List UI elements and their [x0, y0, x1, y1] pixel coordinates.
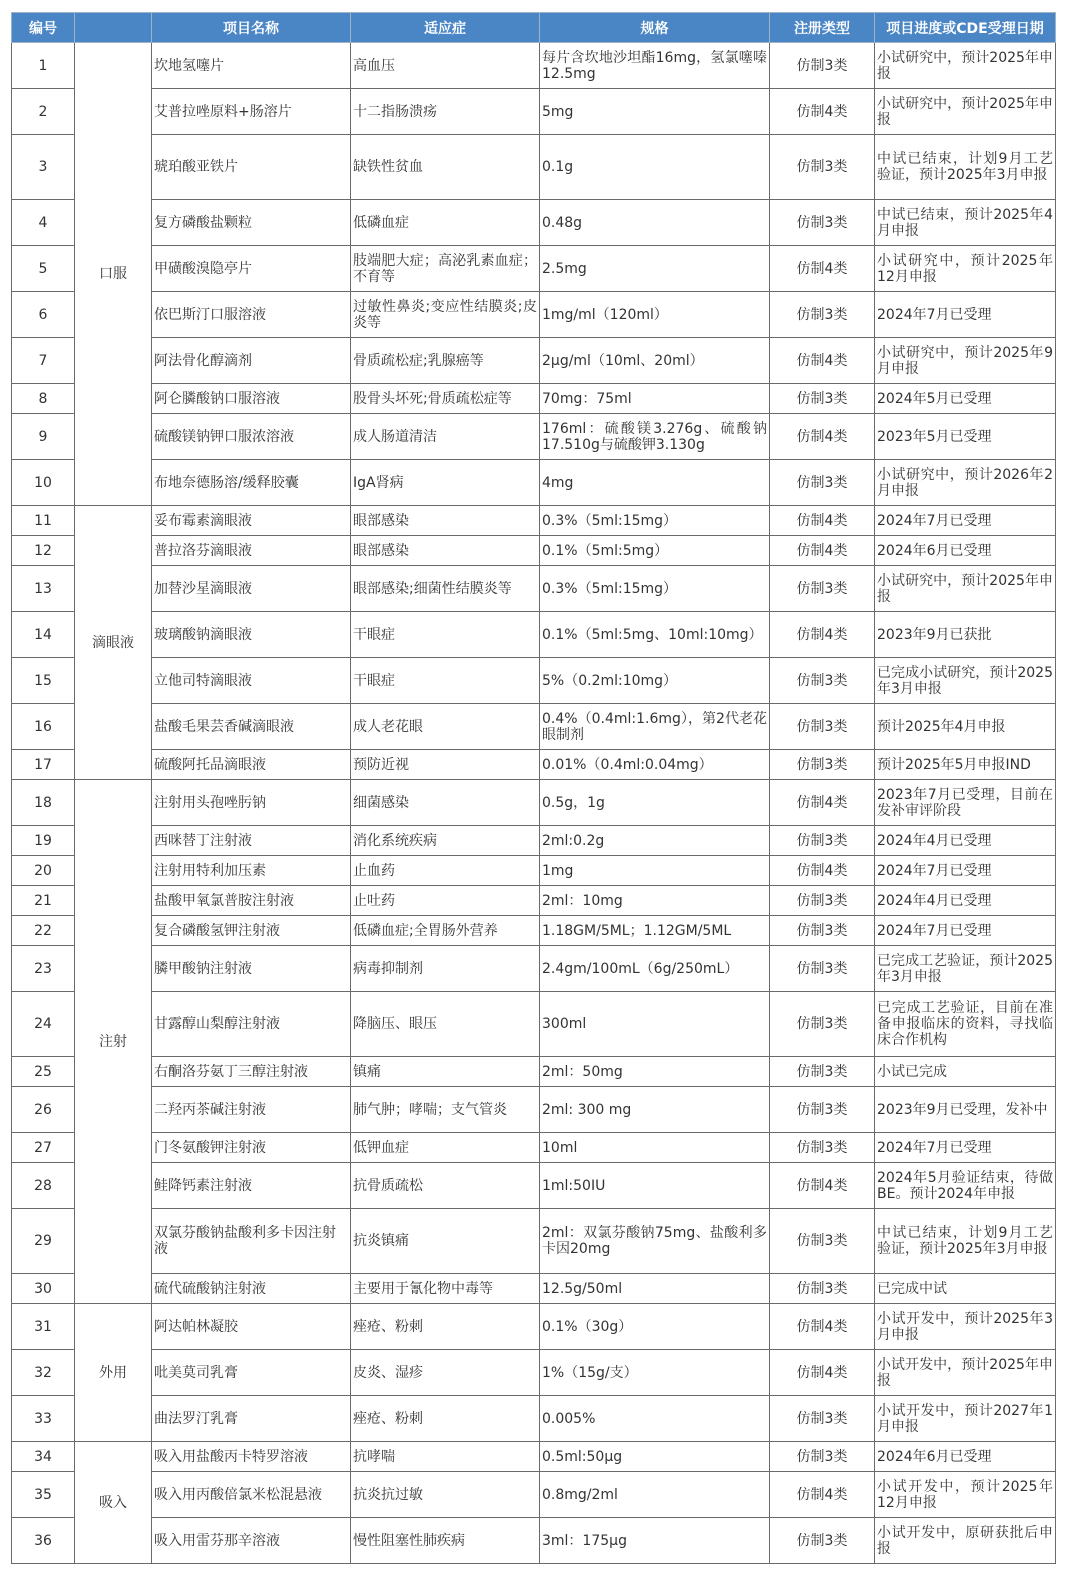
project-name: 曲法罗汀乳膏 — [152, 1396, 351, 1442]
specification: 0.3%（5ml:15mg） — [540, 566, 770, 612]
table-row — [12, 612, 1056, 658]
specification: 10ml — [540, 1133, 770, 1163]
row-id: 26 — [12, 1087, 75, 1133]
progress: 小试已完成 — [875, 1057, 1056, 1087]
row-id: 1 — [12, 43, 75, 89]
registration-type: 仿制3类 — [770, 1442, 875, 1472]
row-id: 23 — [12, 946, 75, 992]
project-name: 吡美莫司乳膏 — [152, 1350, 351, 1396]
header-indication: 适应症 — [351, 13, 540, 43]
indication: 降脑压、眼压 — [351, 992, 540, 1057]
indication: 成人老花眼 — [351, 704, 540, 750]
table-row — [12, 886, 1056, 916]
row-id: 27 — [12, 1133, 75, 1163]
row-id: 4 — [12, 200, 75, 246]
progress: 2024年7月已受理 — [875, 856, 1056, 886]
project-name: 注射用头孢唑肟钠 — [152, 780, 351, 826]
row-id: 2 — [12, 89, 75, 135]
project-name: 普拉洛芬滴眼液 — [152, 536, 351, 566]
table-row — [12, 89, 1056, 135]
specification: 0.1g — [540, 135, 770, 200]
progress: 2024年7月已受理 — [875, 1133, 1056, 1163]
table-row — [12, 1442, 1056, 1472]
project-name: 西咪替丁注射液 — [152, 826, 351, 856]
registration-type: 仿制3类 — [770, 1396, 875, 1442]
indication: 肢端肥大症；高泌乳素血症；不育等 — [351, 246, 540, 292]
specification: 2ml：50mg — [540, 1057, 770, 1087]
registration-type: 仿制4类 — [770, 506, 875, 536]
registration-type: 仿制3类 — [770, 658, 875, 704]
specification: 70mg：75ml — [540, 384, 770, 414]
registration-type: 仿制3类 — [770, 946, 875, 992]
specification: 1mg/ml（120ml） — [540, 292, 770, 338]
indication: 低磷血症;全胃肠外营养 — [351, 916, 540, 946]
progress: 2024年4月已受理 — [875, 886, 1056, 916]
progress: 2024年4月已受理 — [875, 826, 1056, 856]
table-row — [12, 1518, 1056, 1564]
indication: 预防近视 — [351, 750, 540, 780]
table-row — [12, 856, 1056, 886]
row-id: 11 — [12, 506, 75, 536]
registration-type: 仿制4类 — [770, 1163, 875, 1209]
registration-type: 仿制3类 — [770, 750, 875, 780]
project-name: 吸入用丙酸倍氯米松混悬液 — [152, 1472, 351, 1518]
specification: 1mg — [540, 856, 770, 886]
progress: 小试研究中，预计2025年12月申报 — [875, 246, 1056, 292]
indication: 过敏性鼻炎;变应性结膜炎;皮炎等 — [351, 292, 540, 338]
progress: 小试研究中，预计2025年申报 — [875, 566, 1056, 612]
indication: 抗骨质疏松 — [351, 1163, 540, 1209]
progress: 小试开发中，预计2025年12月申报 — [875, 1472, 1056, 1518]
registration-type: 仿制3类 — [770, 43, 875, 89]
project-name: 硫酸镁钠钾口服浓溶液 — [152, 414, 351, 460]
row-id: 14 — [12, 612, 75, 658]
specification: 2ml：10mg — [540, 886, 770, 916]
indication: 消化系统疾病 — [351, 826, 540, 856]
registration-type: 仿制4类 — [770, 856, 875, 886]
row-id: 10 — [12, 460, 75, 506]
registration-type: 仿制3类 — [770, 460, 875, 506]
progress: 预计2025年5月申报IND — [875, 750, 1056, 780]
row-id: 25 — [12, 1057, 75, 1087]
category-cell: 注射 — [75, 780, 152, 1304]
registration-type: 仿制3类 — [770, 200, 875, 246]
registration-type: 仿制4类 — [770, 536, 875, 566]
table-row — [12, 826, 1056, 856]
row-id: 35 — [12, 1472, 75, 1518]
pipeline-table-container — [11, 12, 1055, 1564]
row-id: 28 — [12, 1163, 75, 1209]
progress: 小试开发中，原研获批后申报 — [875, 1518, 1056, 1564]
table-row — [12, 704, 1056, 750]
progress: 2024年6月已受理 — [875, 536, 1056, 566]
table-row — [12, 566, 1056, 612]
specification: 2.5mg — [540, 246, 770, 292]
category-cell: 滴眼液 — [75, 506, 152, 780]
specification: 4mg — [540, 460, 770, 506]
specification: 0.1%（30g） — [540, 1304, 770, 1350]
row-id: 3 — [12, 135, 75, 200]
progress: 2023年9月已受理，发补中 — [875, 1087, 1056, 1133]
row-id: 9 — [12, 414, 75, 460]
progress: 中试已结束，预计2025年4月申报 — [875, 200, 1056, 246]
table-row — [12, 750, 1056, 780]
table-row — [12, 916, 1056, 946]
table-row — [12, 338, 1056, 384]
row-id: 22 — [12, 916, 75, 946]
table-row — [12, 384, 1056, 414]
registration-type: 仿制3类 — [770, 1274, 875, 1304]
progress: 小试开发中，预计2025年申报 — [875, 1350, 1056, 1396]
specification: 0.8mg/2ml — [540, 1472, 770, 1518]
header-id: 编号 — [12, 13, 75, 43]
registration-type: 仿制4类 — [770, 246, 875, 292]
registration-type: 仿制4类 — [770, 1304, 875, 1350]
table-row — [12, 1209, 1056, 1274]
registration-type: 仿制3类 — [770, 1209, 875, 1274]
specification: 2ml: 300 mg — [540, 1087, 770, 1133]
table-row — [12, 1472, 1056, 1518]
table-row — [12, 414, 1056, 460]
progress: 小试开发中，预计2025年3月申报 — [875, 1304, 1056, 1350]
project-name: 注射用特利加压素 — [152, 856, 351, 886]
indication: 十二指肠溃疡 — [351, 89, 540, 135]
row-id: 13 — [12, 566, 75, 612]
row-id: 18 — [12, 780, 75, 826]
table-row — [12, 1133, 1056, 1163]
table-row — [12, 246, 1056, 292]
indication: 干眼症 — [351, 612, 540, 658]
table-row — [12, 135, 1056, 200]
category-cell: 外用 — [75, 1304, 152, 1442]
indication: 痤疮、粉刺 — [351, 1396, 540, 1442]
registration-type: 仿制3类 — [770, 886, 875, 916]
indication: IgA肾病 — [351, 460, 540, 506]
project-name: 玻璃酸钠滴眼液 — [152, 612, 351, 658]
specification: 2μg/ml（10ml、20ml） — [540, 338, 770, 384]
specification: 每片含坎地沙坦酯16mg，氢氯噻嗪12.5mg — [540, 43, 770, 89]
progress: 中试已结束，计划9月工艺验证，预计2025年3月申报 — [875, 135, 1056, 200]
indication: 镇痛 — [351, 1057, 540, 1087]
table-row — [12, 292, 1056, 338]
project-name: 阿法骨化醇滴剂 — [152, 338, 351, 384]
project-name: 妥布霉素滴眼液 — [152, 506, 351, 536]
specification: 0.01%（0.4ml:0.04mg） — [540, 750, 770, 780]
row-id: 16 — [12, 704, 75, 750]
specification: 2ml:0.2g — [540, 826, 770, 856]
row-id: 5 — [12, 246, 75, 292]
row-id: 15 — [12, 658, 75, 704]
row-id: 7 — [12, 338, 75, 384]
indication: 止吐药 — [351, 886, 540, 916]
progress: 2023年5月已受理 — [875, 414, 1056, 460]
progress: 2024年5月验证结束，待做BE。预计2024年申报 — [875, 1163, 1056, 1209]
progress: 已完成中试 — [875, 1274, 1056, 1304]
specification: 0.1%（5ml:5mg、10ml:10mg） — [540, 612, 770, 658]
row-id: 21 — [12, 886, 75, 916]
table-row — [12, 1304, 1056, 1350]
table-row — [12, 1274, 1056, 1304]
indication: 低钾血症 — [351, 1133, 540, 1163]
registration-type: 仿制3类 — [770, 1518, 875, 1564]
project-name: 双氯芬酸钠盐酸利多卡因注射液 — [152, 1209, 351, 1274]
project-name: 坎地氢噻片 — [152, 43, 351, 89]
progress: 小试研究中，预计2025年申报 — [875, 89, 1056, 135]
indication: 皮炎、湿疹 — [351, 1350, 540, 1396]
project-name: 布地奈德肠溶/缓释胶囊 — [152, 460, 351, 506]
specification: 300ml — [540, 992, 770, 1057]
project-name: 甘露醇山梨醇注射液 — [152, 992, 351, 1057]
progress: 已完成小试研究，预计2025年3月申报 — [875, 658, 1056, 704]
indication: 肺气肿；哮喘；支气管炎 — [351, 1087, 540, 1133]
row-id: 8 — [12, 384, 75, 414]
indication: 止血药 — [351, 856, 540, 886]
registration-type: 仿制3类 — [770, 916, 875, 946]
project-name: 阿仑膦酸钠口服溶液 — [152, 384, 351, 414]
row-id: 36 — [12, 1518, 75, 1564]
header-progress: 项目进度或CDE受理日期 — [875, 13, 1056, 43]
indication: 干眼症 — [351, 658, 540, 704]
project-name: 复方磷酸盐颗粒 — [152, 200, 351, 246]
table-row — [12, 43, 1056, 89]
header-category — [75, 13, 152, 43]
table-row — [12, 1163, 1056, 1209]
specification: 0.5g，1g — [540, 780, 770, 826]
row-id: 32 — [12, 1350, 75, 1396]
project-name: 立他司特滴眼液 — [152, 658, 351, 704]
project-name: 阿达帕林凝胶 — [152, 1304, 351, 1350]
indication: 细菌感染 — [351, 780, 540, 826]
table-row — [12, 460, 1056, 506]
project-name: 门冬氨酸钾注射液 — [152, 1133, 351, 1163]
table-row — [12, 1396, 1056, 1442]
specification: 0.005% — [540, 1396, 770, 1442]
table-row — [12, 992, 1056, 1057]
row-id: 31 — [12, 1304, 75, 1350]
header-spec: 规格 — [540, 13, 770, 43]
project-name: 盐酸甲氧氯普胺注射液 — [152, 886, 351, 916]
specification: 3ml：175μg — [540, 1518, 770, 1564]
registration-type: 仿制3类 — [770, 1133, 875, 1163]
progress: 2024年7月已受理 — [875, 916, 1056, 946]
project-name: 膦甲酸钠注射液 — [152, 946, 351, 992]
row-id: 30 — [12, 1274, 75, 1304]
indication: 慢性阻塞性肺疾病 — [351, 1518, 540, 1564]
indication: 缺铁性贫血 — [351, 135, 540, 200]
project-name: 吸入用雷芬那辛溶液 — [152, 1518, 351, 1564]
table-row — [12, 1087, 1056, 1133]
table-body — [12, 43, 1056, 1564]
progress: 小试研究中，预计2026年2月申报 — [875, 460, 1056, 506]
registration-type: 仿制3类 — [770, 704, 875, 750]
project-name: 鲑降钙素注射液 — [152, 1163, 351, 1209]
indication: 眼部感染 — [351, 506, 540, 536]
specification: 0.3%（5ml:15mg） — [540, 506, 770, 536]
table-row — [12, 780, 1056, 826]
category-cell: 吸入 — [75, 1442, 152, 1564]
progress: 2023年7月已受理，目前在发补审评阶段 — [875, 780, 1056, 826]
project-name: 艾普拉唑原料+肠溶片 — [152, 89, 351, 135]
row-id: 34 — [12, 1442, 75, 1472]
registration-type: 仿制4类 — [770, 612, 875, 658]
row-id: 29 — [12, 1209, 75, 1274]
registration-type: 仿制4类 — [770, 414, 875, 460]
project-name: 二羟丙茶碱注射液 — [152, 1087, 351, 1133]
project-name: 加替沙星滴眼液 — [152, 566, 351, 612]
specification: 2.4gm/100mL（6g/250mL） — [540, 946, 770, 992]
indication: 抗哮喘 — [351, 1442, 540, 1472]
progress: 2024年7月已受理 — [875, 292, 1056, 338]
specification: 0.48g — [540, 200, 770, 246]
table-row — [12, 946, 1056, 992]
row-id: 6 — [12, 292, 75, 338]
indication: 成人肠道清洁 — [351, 414, 540, 460]
project-name: 硫代硫酸钠注射液 — [152, 1274, 351, 1304]
project-name: 琥珀酸亚铁片 — [152, 135, 351, 200]
indication: 眼部感染;细菌性结膜炎等 — [351, 566, 540, 612]
indication: 痤疮、粉刺 — [351, 1304, 540, 1350]
table-row — [12, 200, 1056, 246]
indication: 低磷血症 — [351, 200, 540, 246]
registration-type: 仿制4类 — [770, 1472, 875, 1518]
row-id: 17 — [12, 750, 75, 780]
project-name: 硫酸阿托品滴眼液 — [152, 750, 351, 780]
registration-type: 仿制3类 — [770, 826, 875, 856]
indication: 高血压 — [351, 43, 540, 89]
registration-type: 仿制4类 — [770, 1350, 875, 1396]
registration-type: 仿制4类 — [770, 780, 875, 826]
specification: 0.1%（5ml:5mg） — [540, 536, 770, 566]
progress: 小试研究中，预计2025年申报 — [875, 43, 1056, 89]
indication: 股骨头坏死;骨质疏松症等 — [351, 384, 540, 414]
registration-type: 仿制3类 — [770, 1057, 875, 1087]
project-name: 右酮洛芬氨丁三醇注射液 — [152, 1057, 351, 1087]
registration-type: 仿制3类 — [770, 566, 875, 612]
progress: 2024年7月已受理 — [875, 506, 1056, 536]
specification: 12.5g/50ml — [540, 1274, 770, 1304]
indication: 骨质疏松症;乳腺癌等 — [351, 338, 540, 384]
table-row — [12, 1350, 1056, 1396]
registration-type: 仿制3类 — [770, 292, 875, 338]
specification: 176ml：硫酸镁3.276g、硫酸钠17.510g与硫酸钾3.130g — [540, 414, 770, 460]
row-id: 19 — [12, 826, 75, 856]
category-cell: 口服 — [75, 43, 152, 506]
header-row — [12, 13, 1056, 43]
indication: 抗炎镇痛 — [351, 1209, 540, 1274]
project-name: 复合磷酸氢钾注射液 — [152, 916, 351, 946]
table-row — [12, 658, 1056, 704]
registration-type: 仿制3类 — [770, 1087, 875, 1133]
progress: 2024年6月已受理 — [875, 1442, 1056, 1472]
header-reg-type: 注册类型 — [770, 13, 875, 43]
specification: 0.5ml:50μg — [540, 1442, 770, 1472]
specification: 1ml:50IU — [540, 1163, 770, 1209]
progress: 已完成工艺验证，预计2025年3月申报 — [875, 946, 1056, 992]
pipeline-table — [11, 12, 1056, 1564]
specification: 1.18GM/5ML；1.12GM/5ML — [540, 916, 770, 946]
registration-type: 仿制4类 — [770, 338, 875, 384]
indication: 眼部感染 — [351, 536, 540, 566]
project-name: 盐酸毛果芸香碱滴眼液 — [152, 704, 351, 750]
table-row — [12, 506, 1056, 536]
row-id: 24 — [12, 992, 75, 1057]
indication: 病毒抑制剂 — [351, 946, 540, 992]
row-id: 20 — [12, 856, 75, 886]
project-name: 吸入用盐酸丙卡特罗溶液 — [152, 1442, 351, 1472]
registration-type: 仿制3类 — [770, 992, 875, 1057]
progress: 预计2025年4月申报 — [875, 704, 1056, 750]
project-name: 依巴斯汀口服溶液 — [152, 292, 351, 338]
progress: 小试研究中，预计2025年9月申报 — [875, 338, 1056, 384]
specification: 5%（0.2ml:10mg） — [540, 658, 770, 704]
header-name: 项目名称 — [152, 13, 351, 43]
row-id: 33 — [12, 1396, 75, 1442]
progress: 中试已结束，计划9月工艺验证，预计2025年3月申报 — [875, 1209, 1056, 1274]
indication: 抗炎抗过敏 — [351, 1472, 540, 1518]
table-row — [12, 1057, 1056, 1087]
progress: 2023年9月已获批 — [875, 612, 1056, 658]
progress: 已完成工艺验证，目前在准备申报临床的资料，寻找临床合作机构 — [875, 992, 1056, 1057]
table-row — [12, 536, 1056, 566]
specification: 2ml：双氯芬酸钠75mg、盐酸利多卡因20mg — [540, 1209, 770, 1274]
registration-type: 仿制3类 — [770, 384, 875, 414]
specification: 1%（15g/支） — [540, 1350, 770, 1396]
project-name: 甲磺酸溴隐亭片 — [152, 246, 351, 292]
row-id: 12 — [12, 536, 75, 566]
progress: 小试开发中，预计2027年1月申报 — [875, 1396, 1056, 1442]
progress: 2024年5月已受理 — [875, 384, 1056, 414]
indication: 主要用于氰化物中毒等 — [351, 1274, 540, 1304]
registration-type: 仿制4类 — [770, 89, 875, 135]
specification: 5mg — [540, 89, 770, 135]
specification: 0.4%（0.4ml:1.6mg），第2代老花眼制剂 — [540, 704, 770, 750]
registration-type: 仿制3类 — [770, 135, 875, 200]
